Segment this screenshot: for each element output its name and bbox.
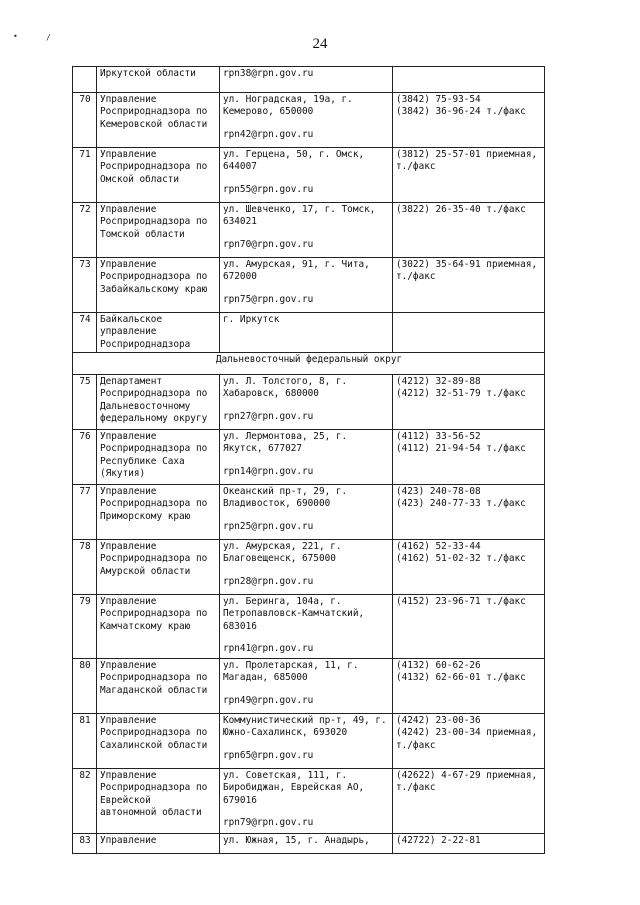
region-header: Дальневосточный федеральный округ (73, 353, 545, 375)
row-number: 72 (73, 203, 97, 258)
phone-line: (3812) 25-57-01 приемная, (396, 149, 538, 160)
phone-line: (3022) 35-64-91 приемная, (396, 259, 538, 270)
email: rpn55@rpn.gov.ru (223, 183, 314, 195)
address-line: Петропавловск-Камчатский, (223, 608, 365, 620)
address-line: Южно-Сахалинск, 693020 (223, 727, 348, 739)
spacer (223, 284, 390, 294)
phone-cell (393, 430, 545, 485)
row-number: 76 (73, 430, 97, 485)
address-cell (220, 769, 393, 834)
row-number: 83 (73, 834, 97, 854)
name-line: Камчатскому краю (100, 620, 191, 632)
name-line: Управление (100, 486, 157, 497)
table-row (73, 203, 545, 258)
phone-cell (393, 93, 545, 148)
phone-line: (3842) 36-96-24 т./факс (396, 106, 526, 118)
row-number: 78 (73, 540, 97, 595)
name-line: Томской области (100, 228, 185, 240)
row-number: 77 (73, 485, 97, 540)
phone-line: т./факс (396, 161, 436, 173)
table-row (73, 595, 545, 659)
email: rpn27@rpn.gov.ru (223, 410, 314, 422)
name-line: Росприроднадзора по (100, 727, 208, 739)
name-line: Росприроднадзора по (100, 216, 208, 228)
address-line: Коммунистический пр-т, 49, г. (223, 715, 387, 726)
address-line: Хабаровск, 680000 (223, 388, 319, 400)
address-line: 634021 (223, 216, 257, 228)
address-cell (220, 430, 393, 485)
name-line: Забайкальскому краю (100, 283, 208, 295)
email: rpn70@rpn.gov.ru (223, 238, 314, 250)
organization-name (97, 714, 220, 769)
phone-cell (393, 203, 545, 258)
row-number: 80 (73, 659, 97, 714)
name-line: Управление (100, 204, 157, 215)
region-header-row (73, 353, 545, 375)
address-line: Благовещенск, 675000 (223, 553, 336, 565)
row-number: 81 (73, 714, 97, 769)
phone-cell (393, 834, 545, 854)
phone-line: т./факс (396, 782, 436, 794)
address-line: ул. Ноградская, 19а, г. (223, 94, 353, 105)
address-line: 644007 (223, 161, 257, 173)
spacer (223, 740, 390, 750)
name-line: Управление (100, 431, 157, 442)
table-row (73, 769, 545, 834)
name-line: Управление (100, 715, 157, 726)
name-line: Приморскому краю (100, 510, 191, 522)
address-cell (220, 834, 393, 854)
name-line: Росприроднадзора по (100, 443, 208, 455)
organization-name (97, 148, 220, 203)
phone-line: (4112) 33-56-52 (396, 431, 481, 442)
name-line: Сахалинской области (100, 739, 208, 751)
phone-cell (393, 659, 545, 714)
spacer (223, 566, 390, 576)
phone-line: (3822) 26-35-40 т./факс (396, 204, 526, 215)
row-number: 70 (73, 93, 97, 148)
phone-cell (393, 769, 545, 834)
organization-name (97, 93, 220, 148)
spacer (223, 174, 390, 184)
address-cell (220, 203, 393, 258)
name-line: Росприроднадзора по (100, 106, 208, 118)
name-line: Иркутской области (100, 68, 196, 79)
scan-mark-right: / (46, 33, 51, 42)
row-number: 79 (73, 595, 97, 659)
spacer (223, 456, 390, 466)
name-line: Магаданской области (100, 684, 208, 696)
scan-mark-left: • (13, 32, 18, 41)
email: rpn49@rpn.gov.ru (223, 694, 314, 706)
phone-cell (393, 375, 545, 430)
organization-name (97, 375, 220, 430)
address-line: ул. Л. Толстого, 8, г. (223, 376, 348, 387)
email: rpn28@rpn.gov.ru (223, 575, 314, 587)
address-cell (220, 714, 393, 769)
phone-line: (4162) 52-33-44 (396, 541, 481, 552)
phone-line: (423) 240-77-33 т./факс (396, 498, 526, 510)
organization-name (97, 67, 220, 93)
name-line: Еврейской (100, 794, 151, 806)
address-cell (220, 595, 393, 659)
spacer (223, 685, 390, 695)
organization-name (97, 834, 220, 854)
name-line: Росприроднадзора по (100, 782, 208, 794)
phone-cell (393, 595, 545, 659)
table-row (73, 485, 545, 540)
address-line: г. Иркутск (223, 314, 280, 325)
name-line: Управление (100, 259, 157, 270)
name-line: Росприроднадзора (100, 338, 191, 350)
email: rpn42@rpn.gov.ru (223, 128, 314, 140)
phone-cell (393, 313, 545, 353)
table-row (73, 258, 545, 313)
address-line: 683016 (223, 620, 257, 632)
table-row (73, 659, 545, 714)
address-line: 679016 (223, 794, 257, 806)
address-line: ул. Шевченко, 17, г. Томск, (223, 204, 376, 215)
phone-line: (42722) 2-22-81 (396, 835, 481, 846)
name-line: Байкальское (100, 314, 163, 325)
phone-line: (4152) 23-96-71 т./факс (396, 596, 526, 607)
organization-name (97, 313, 220, 353)
phone-line: (4162) 51-02-32 т./факс (396, 553, 526, 565)
phone-line: (4242) 23-00-34 приемная, (396, 727, 538, 739)
email: rpn79@rpn.gov.ru (223, 816, 314, 828)
email: rpn41@rpn.gov.ru (223, 642, 314, 654)
address-line: ул. Амурская, 221, г. (223, 541, 342, 552)
address-line: ул. Пролетарская, 11, г. (223, 660, 359, 671)
name-line: управление (100, 326, 157, 338)
row-number: 75 (73, 375, 97, 430)
address-line: ул. Амурская, 91, г. Чита, (223, 259, 370, 270)
phone-line: т./факс (396, 739, 436, 751)
name-line: Росприроднадзора по (100, 271, 208, 283)
address-line: Биробиджан, Еврейская АО, (223, 782, 365, 794)
organization-name (97, 430, 220, 485)
name-line: Росприроднадзора по (100, 672, 208, 684)
organization-name (97, 540, 220, 595)
phone-line: (4242) 23-00-36 (396, 715, 481, 726)
organization-name (97, 595, 220, 659)
address-line: Якутск, 677027 (223, 443, 303, 455)
phone-cell (393, 258, 545, 313)
name-line: Росприроднадзора по (100, 388, 208, 400)
name-line: (Якутия) (100, 467, 146, 479)
address-cell (220, 659, 393, 714)
table-row (73, 93, 545, 148)
name-line: федеральному округу (100, 412, 208, 424)
phone-line: (4132) 60-62-26 (396, 660, 481, 671)
address-line: Кемерово, 650000 (223, 106, 314, 118)
name-line: Республике Саха (100, 455, 185, 467)
phone-cell (393, 714, 545, 769)
name-line: Управление (100, 835, 157, 846)
address-line: Океанский пр-т, 29, г. (223, 486, 348, 497)
phone-line: (423) 240-78-08 (396, 486, 481, 497)
address-cell (220, 540, 393, 595)
name-line: Управление (100, 770, 157, 781)
table-row (73, 714, 545, 769)
address-cell (220, 148, 393, 203)
address-line: Магадан, 685000 (223, 672, 308, 684)
address-line: Владивосток, 690000 (223, 498, 331, 510)
table-row (73, 148, 545, 203)
phone-line: (42622) 4-67-29 приемная, (396, 770, 538, 781)
name-line: Кемеровской области (100, 118, 208, 130)
phone-cell (393, 148, 545, 203)
page-number: 24 (312, 36, 328, 52)
spacer (223, 633, 390, 643)
spacer (223, 229, 390, 239)
phone-cell (393, 485, 545, 540)
row-number: 82 (73, 769, 97, 834)
phone-line: (4212) 32-51-79 т./факс (396, 388, 526, 400)
email: rpn65@rpn.gov.ru (223, 749, 314, 761)
spacer (223, 807, 390, 817)
phone-cell (393, 67, 545, 93)
organization-name (97, 258, 220, 313)
table-row (73, 67, 545, 93)
name-line: Управление (100, 94, 157, 105)
spacer (223, 119, 390, 129)
phone-line: (3842) 75-93-54 (396, 94, 481, 105)
name-line: Росприроднадзора по (100, 161, 208, 173)
name-line: Управление (100, 660, 157, 671)
name-line: Департамент (100, 376, 163, 387)
table-row (73, 313, 545, 353)
address-line: ул. Лермонтова, 25, г. (223, 431, 348, 442)
phone-line: (4112) 21-94-54 т./факс (396, 443, 526, 455)
organization-name (97, 203, 220, 258)
address-line: ул. Южная, 15, г. Анадырь, (223, 835, 370, 846)
name-line: Управление (100, 149, 157, 160)
phone-line: т./факс (396, 271, 436, 283)
name-line: Амурской области (100, 565, 191, 577)
table-row (73, 540, 545, 595)
name-line: автономной области (100, 806, 202, 818)
spacer (223, 401, 390, 411)
table-row (73, 834, 545, 854)
address-cell (220, 67, 393, 93)
phone-line: (4132) 62-66-01 т./факс (396, 672, 526, 684)
address-line: ул. Советская, 111, г. (223, 770, 348, 781)
row-number: 71 (73, 148, 97, 203)
organization-name (97, 769, 220, 834)
name-line: Росприроднадзора по (100, 608, 208, 620)
table-row (73, 375, 545, 430)
spacer (223, 511, 390, 521)
email: rpn75@rpn.gov.ru (223, 293, 314, 305)
organization-name (97, 659, 220, 714)
address-cell (220, 313, 393, 353)
address-line: ул. Герцена, 50, г. Омск, (223, 149, 365, 160)
name-line: Росприроднадзора по (100, 553, 208, 565)
phone-cell (393, 540, 545, 595)
contacts-table (72, 66, 545, 854)
phone-line: (4212) 32-89-88 (396, 376, 481, 387)
organization-name (97, 485, 220, 540)
address-cell (220, 485, 393, 540)
name-line: Омской области (100, 173, 180, 185)
email: rpn14@rpn.gov.ru (223, 465, 314, 477)
name-line: Управление (100, 541, 157, 552)
table-row (73, 430, 545, 485)
address-line: 672000 (223, 271, 257, 283)
row-number: 74 (73, 313, 97, 353)
name-line: Дальневосточному (100, 400, 191, 412)
row-number (73, 67, 97, 93)
email: rpn25@rpn.gov.ru (223, 520, 314, 532)
name-line: Росприроднадзора по (100, 498, 208, 510)
address-line: ул. Беринга, 104а, г. (223, 596, 342, 607)
email: rpn38@rpn.gov.ru (223, 68, 314, 79)
row-number: 73 (73, 258, 97, 313)
name-line: Управление (100, 596, 157, 607)
address-cell (220, 375, 393, 430)
address-cell (220, 93, 393, 148)
address-cell (220, 258, 393, 313)
